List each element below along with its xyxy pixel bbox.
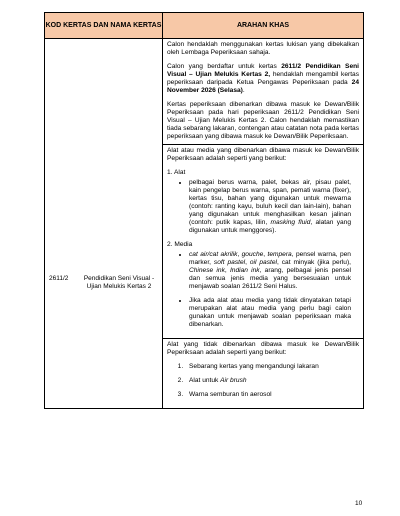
list-item: • Jika ada alat atau media yang tidak dinyatakan tetapi merupakan alat atau media yang perlu bagi calon gunakan untuk menjawab soalan peperiksaan maka dibenarkan. xyxy=(189,297,359,329)
collect-text-a: Calon yang berdaftar untuk kertas xyxy=(167,63,282,70)
header-paper-code-name: KOD KERTAS DAN NAMA KERTAS xyxy=(45,13,163,38)
allowed-media-list xyxy=(167,251,359,329)
paper-name: Pendidikan Seni Visual - Ujian Melukis Kertas 2 xyxy=(83,275,155,290)
allowed-intro: Alat atau media yang dibenarkan dibawa masuk ke Dewan/Bilik Peperiksaan adalah seperti yang berikut: xyxy=(167,147,359,162)
instructions-column xyxy=(163,39,363,408)
not-allowed-intro: Alat yang tidak dibenarkan dibawa masuk ke Dewan/Bilik Peperiksaan adalah seperti yang berikut: xyxy=(167,341,359,356)
collect-date: 24 November 2026 (Selasa) xyxy=(167,79,359,94)
instruction-drawing-paper: Calon hendaklah menggunakan kertas lukisan yang dibekalkan oleh Lembaga Peperiksaan sahaja. xyxy=(167,41,359,56)
allowed-media-title: 2. Media xyxy=(167,241,193,248)
instruction-cell-answer-paper xyxy=(163,39,363,145)
list-item: 1. Sebarang kertas yang mengandungi lakaran xyxy=(185,363,359,371)
instruction-collect-paper xyxy=(167,63,359,95)
paper-code: 2611/2 xyxy=(49,275,69,282)
list-item: 2. Alat untuk Air brush xyxy=(185,377,359,385)
table-header xyxy=(45,13,363,39)
instruction-cell-allowed xyxy=(163,145,363,339)
instruction-bring-paper: Kertas peperiksaan dibenarkan dibawa masuk ke Dewan/Bilik Peperiksaan pada hari peperiksaan 2611/2 Pendidikan Seni Visual – Ujian Melukis Kertas 2. Calon hendaklah memastikan tiada sebarang lakaran, contengan atau catatan nota pada kertas peperiksaan yang dibawa masuk ke Dewan/Bilik Peperiksaan. xyxy=(167,101,359,140)
header-special-instructions: ARAHAN KHAS xyxy=(236,21,290,29)
page-number: 10 xyxy=(355,500,363,507)
not-allowed-list xyxy=(167,363,359,399)
allowed-tools-list xyxy=(167,179,359,235)
instruction-cell-not-allowed xyxy=(163,339,363,408)
instructions-table xyxy=(44,12,364,409)
list-item: • cat air/cat akrilik, gouche, tempera, pensel warna, pen marker, soft pastel, oil pastel, cat minyak (jika perlu), Chinese ink, Indian ink, arang, pelbagai jenis pensel dan semua jenis media yang bersesuaian untuk menjawab soalan 2611/2 Seni Halus. xyxy=(189,251,359,291)
paper-cell xyxy=(45,39,163,408)
list-item: • pelbagai berus warna, palet, bekas air, pisau palet, kain pengelap berus warna, span, pemati warna (fixer), kertas tisu, bahan yang digunakan untuk mewarna (contoh: ranting kayu, buluh kecil dan lain-lain), bahan yang digunakan untuk menghasilkan kesan jalinan (contoh: putik kapas, lilin, masking fluid, alatan yang digunakan untuk menggores). xyxy=(189,179,359,235)
collect-text-c: hendaklah mengambil kertas peperiksaan daripada Ketua Pengawas Peperiksaan pada xyxy=(167,71,359,86)
list-item: 3. Warna semburan tin aerosol xyxy=(185,391,359,399)
collect-paper-title: 2611/2 Pendidikan Seni Visual – Ujian Melukis Kertas 2, xyxy=(167,63,359,78)
collect-text-e: . xyxy=(242,87,245,94)
allowed-tools-title: 1. Alat xyxy=(167,169,186,176)
table-body xyxy=(45,39,363,408)
